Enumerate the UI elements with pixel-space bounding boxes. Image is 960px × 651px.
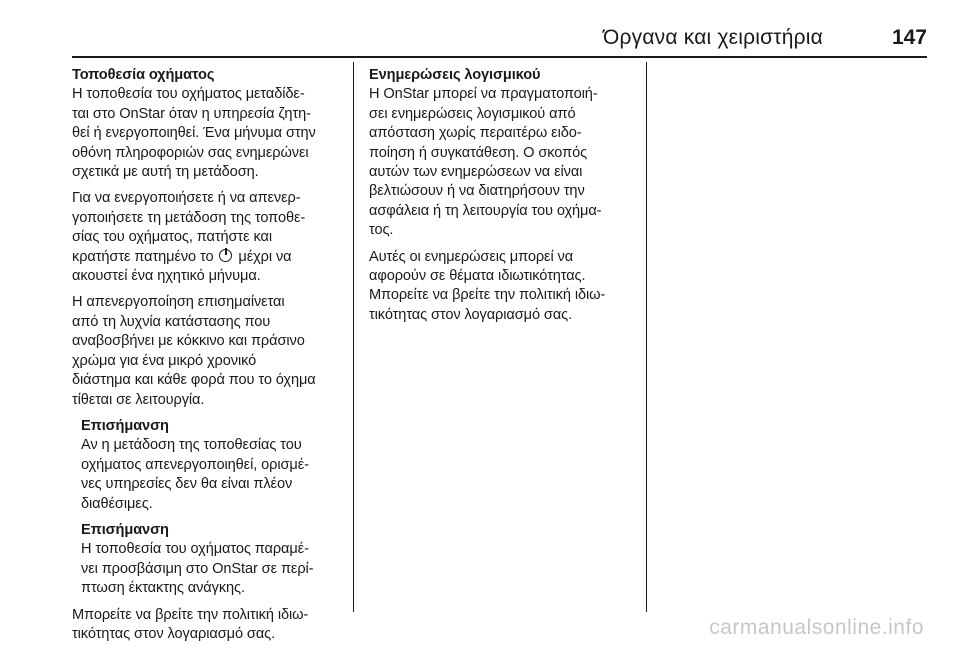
column-divider-left	[353, 62, 354, 612]
power-icon	[219, 249, 232, 262]
column-divider-right	[646, 62, 647, 612]
paragraph-location-transmission: Η τοποθεσία του οχήματος μεταδίδε- ται στο OnStar όταν η υπηρεσία ζητη- θεί ή ενεργοποιηθεί. Ένα μήνυμα στην οθόνη πληροφοριών σας ενημερώνει σχετικά με αυτή τη μετάδοση.	[72, 86, 316, 181]
right-column	[369, 66, 641, 332]
page-number: 147	[891, 26, 927, 49]
note-1	[81, 417, 344, 514]
paragraph-enable-disable	[72, 189, 344, 286]
paragraph-enable-disable-part2: μέχρι να ακουστεί ένα ηχητικό μήνυμα.	[72, 248, 292, 285]
note-1-title: Επισήμανση	[81, 417, 169, 434]
paragraph-remote-updates: Η OnStar μπορεί να πραγματοποιή- σει ενημερώσεις λογισμικού από απόσταση χωρίς περαιτέρω ειδο- ποίηση ή συγκατάθεση. Ο σκοπός αυτών των ενημερώσεων να είναι βελτιώσουν ή να διατηρήσουν την ασφάλεια ή τη λειτουργία του οχήμα- τος.	[369, 86, 602, 239]
section-heading-vehicle-location: Τοποθεσία οχήματος	[72, 67, 215, 83]
header-rule	[72, 56, 927, 58]
chapter-title: Όργανα και χειριστήρια	[603, 26, 823, 49]
page-header	[72, 26, 927, 54]
paragraph-deactivation-indicator: Η απενεργοποίηση επισημαίνεται από τη λυχνία κατάστασης που αναβοσβήνει με κόκκινο και πράσινο χρώμα για ένα μικρό χρονικό διάστημα και κάθε φορά που το όχημα τίθεται σε λειτουργία.	[72, 294, 316, 408]
paragraph-privacy-policy: Μπορείτε να βρείτε την πολιτική ιδιω- τικότητας στον λογαριασμό σας.	[72, 606, 309, 642]
left-column	[72, 66, 344, 651]
paragraph-updates-privacy: Αυτές οι ενημερώσεις μπορεί να αφορούν σε θέματα ιδιωτικότητας. Μπορείτε να βρείτε την πολιτική ιδιω- τικότητας στον λογαριασμό σας.	[369, 248, 606, 323]
note-2-body: Η τοποθεσία του οχήματος παραμέ- νει προσβάσιμη στο OnStar σε περί- πτωση έκτακτης ανάγκης.	[81, 541, 314, 597]
section-heading-software-updates: Ενημερώσεις λογισμικού	[369, 67, 541, 83]
note-2-title: Επισήμανση	[81, 521, 169, 538]
watermark: carmanualsonline.info	[709, 616, 924, 639]
note-1-body: Αν η μετάδοση της τοποθεσίας του οχήματος απενεργοποιηθεί, ορισμέ- νες υπηρεσίες δεν θα είναι πλέον διαθέσιμες.	[81, 437, 309, 512]
note-2	[81, 521, 344, 599]
paragraph-enable-disable-part1: Για να ενεργοποιήσετε ή να απενερ- γοποιήσετε τη μετάδοση της τοποθε- σίας του οχήματος, πατήστε και κρατήστε πατημένο το	[72, 190, 306, 265]
